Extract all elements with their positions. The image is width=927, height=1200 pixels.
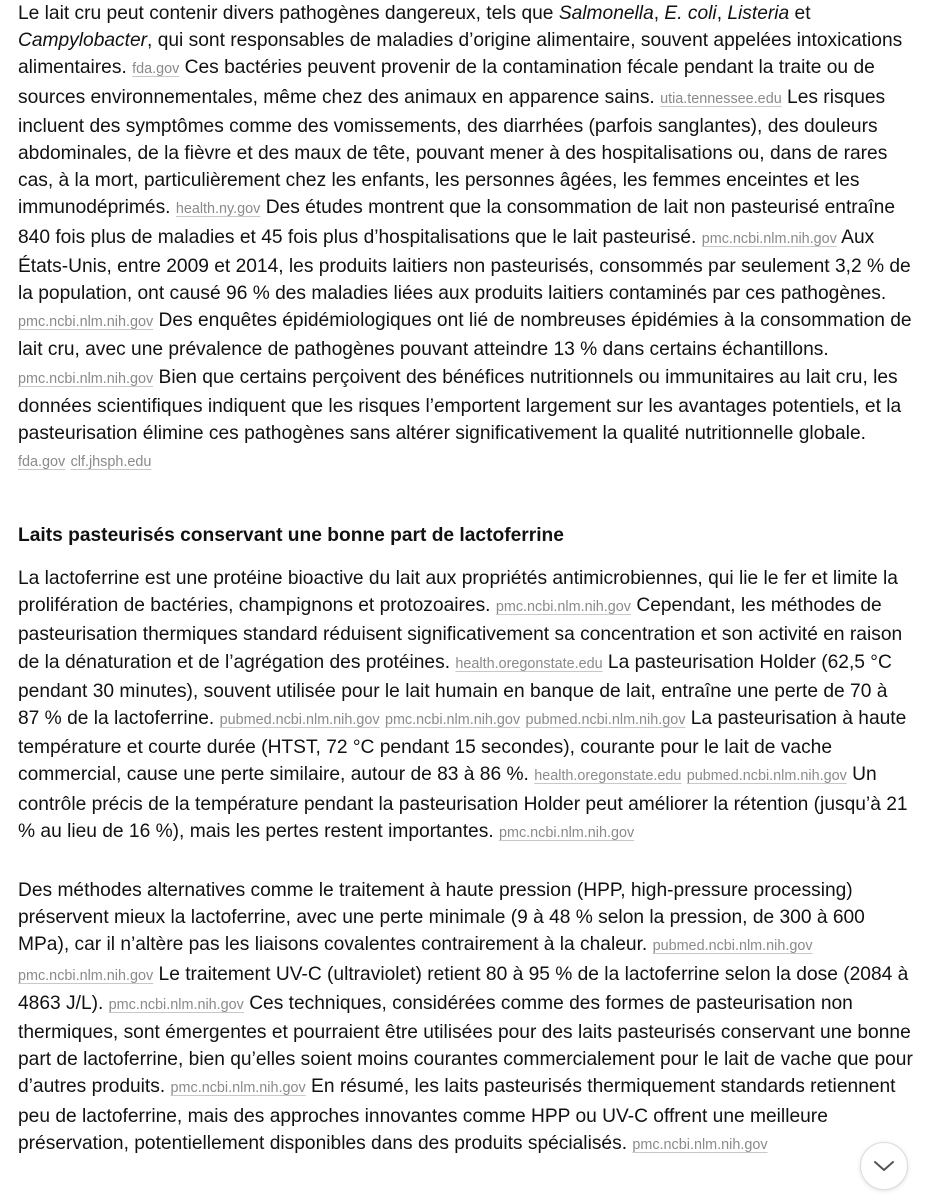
section-heading: Laits pasteurisés conservant une bonne part de lactoferrine xyxy=(18,525,564,546)
text-segment: Le lait cru peut contenir divers pathogènes dangereux, tels que xyxy=(18,3,559,24)
source-link[interactable]: pmc.ncbi.nlm.nih.gov xyxy=(384,712,521,729)
text-segment: Des études montrent que la consommation de lait non pasteurisé entraîne 840 fois plus de maladies et 45 fois plus d’hospitalisations que le lait pasteurisé. xyxy=(18,197,896,248)
source-link[interactable]: health.oregonstate.edu xyxy=(455,655,603,672)
pathogen-name: E. coli xyxy=(664,3,717,24)
pathogen-name: Salmonella xyxy=(558,3,654,24)
text-segment: Un contrôle précis de la température pendant la pasteurisation Holder peut améliorer la rétention (jusqu’à 21 % au lieu de 16 %), mais les pertes restent importantes. xyxy=(18,764,908,842)
source-link[interactable]: pubmed.ncbi.nlm.nih.gov xyxy=(219,712,380,729)
source-link[interactable]: pmc.ncbi.nlm.nih.gov xyxy=(701,230,837,247)
text-segment: En résumé, les laits pasteurisés thermiquement standards retiennent peu de lactoferrine, mais des approches innovantes comme HPP ou UV-C offrent une meilleure préservation, potentiellement disponibles dans des produits spécialisés. xyxy=(18,1076,896,1154)
text-segment: Cependant, les méthodes de pasteurisation thermiques standard réduisent significativement sa concentration et son activité en raison de la dénaturation et de l’agrégation des protéines. xyxy=(18,595,903,673)
text-segment: Les risques incluent des symptômes comme des vomissements, des diarrhées (parfois sanglantes), des douleurs abdominales, de la fièvre et des maux de tête, pouvant mener à des hospitalisations ou, dans de rares cas, à la mort, particulièrement chez les enfants, les personnes âgées, les femmes enceintes et les immunodéprimés. xyxy=(18,86,888,219)
source-link[interactable]: health.ny.gov xyxy=(175,201,261,218)
text-segment: Ces techniques, considérées comme des formes de pasteurisation non thermiques, sont émergentes et pourraient être utilisées pour des laits pasteurisés conservant une bonne part de lactoferrine, bien qu’elles soient moins courantes commercialement pour le lait de vache que pour d’autres produits. xyxy=(18,992,913,1098)
text-segment: , qui sont responsables de maladies d’origine alimentaire, souvent appelées intoxications alimentaires. xyxy=(18,30,903,79)
source-link[interactable]: clf.jhsph.edu xyxy=(70,454,152,471)
text-segment: Des méthodes alternatives comme le traitement à haute pression (HPP, high-pressure processing) préservent mieux la lactoferrine, avec une perte minimale (9 à 48 % selon la pression, de 300 à 600 MPa), car il n’altère pas les liaisons covalentes contrairement à la chaleur. xyxy=(18,880,865,956)
source-link[interactable]: pubmed.ncbi.nlm.nih.gov xyxy=(686,768,847,785)
chevron-down-icon xyxy=(873,1159,895,1173)
text-segment: La lactoferrine est une protéine bioactive du lait aux propriétés antimicrobiennes, qui lie le fer et limite la prolifération de bactéries, champignons et protozoaires. xyxy=(18,568,898,617)
text-segment: La pasteurisation à haute température et courte durée (HTST, 72 °C pendant 15 secondes), courante pour le lait de vache commercial, cause une perte similaire, autour de 83 à 86 %. xyxy=(18,708,907,786)
paragraph-alternative-methods xyxy=(18,877,913,1159)
source-link[interactable]: pubmed.ncbi.nlm.nih.gov xyxy=(652,938,813,955)
source-link[interactable]: pubmed.ncbi.nlm.nih.gov xyxy=(525,712,686,729)
source-link[interactable]: fda.gov xyxy=(18,454,66,471)
text-segment: , xyxy=(716,3,728,24)
source-link[interactable]: pmc.ncbi.nlm.nih.gov xyxy=(18,967,154,984)
source-link[interactable]: pmc.ncbi.nlm.nih.gov xyxy=(18,370,154,387)
text-segment: et xyxy=(789,3,811,24)
pathogen-name: Campylobacter xyxy=(18,30,148,52)
source-link[interactable]: pmc.ncbi.nlm.nih.gov xyxy=(18,314,154,331)
source-link[interactable]: pmc.ncbi.nlm.nih.gov xyxy=(632,1136,768,1153)
source-link[interactable]: pmc.ncbi.nlm.nih.gov xyxy=(170,1080,306,1097)
scroll-to-bottom-button[interactable] xyxy=(860,1142,908,1190)
text-segment: Bien que certains perçoivent des bénéfices nutritionnels ou immunitaires au lait cru, les données scientifiques indiquent que les risques l’emportent largement sur les avantages potentiels, et la pasteurisation élimine ces pathogènes sans altérer significativement la qualité nutritionnelle globale. xyxy=(18,366,902,445)
paragraph-lactoferrin-loss xyxy=(18,565,913,847)
source-link[interactable]: health.oregonstate.edu xyxy=(534,768,682,785)
text-segment: Aux États-Unis, entre 2009 et 2014, les produits laitiers non pasteurisés, consommés par seulement 3,2 % de la population, ont causé 96 % des maladies liées aux produits laitiers contaminés par ces pathogènes. xyxy=(18,226,911,305)
pathogen-name: Listeria xyxy=(727,3,790,24)
text-segment: La pasteurisation Holder (62,5 °C pendant 30 minutes), souvent utilisée pour le lait humain en banque de lait, entraîne une perte de 70 à 87 % de la lactoferrine. xyxy=(18,651,892,730)
source-link[interactable]: utia.tennessee.edu xyxy=(660,90,782,107)
text-segment: Le traitement UV-C (ultraviolet) retient 80 à 95 % de la lactoferrine selon la dose (2084 à 4863 J/L). xyxy=(18,963,909,1014)
text-segment: Ces bactéries peuvent provenir de la contamination fécale pendant la traite ou de sources environnementales, même chez des animaux en apparence sains. xyxy=(18,57,875,108)
source-link[interactable]: fda.gov xyxy=(132,61,180,78)
text-segment: , xyxy=(653,3,665,24)
source-link[interactable]: pmc.ncbi.nlm.nih.gov xyxy=(108,996,244,1013)
source-link[interactable]: pmc.ncbi.nlm.nih.gov xyxy=(495,599,632,616)
text-segment: Des enquêtes épidémiologiques ont lié de nombreuses épidémies à la consommation de lait cru, avec une prévalence de pathogènes pouvant atteindre 13 % dans certains échantillons. xyxy=(18,310,912,361)
source-link[interactable]: pmc.ncbi.nlm.nih.gov xyxy=(498,824,635,841)
paragraph-raw-milk-risks xyxy=(18,0,913,476)
